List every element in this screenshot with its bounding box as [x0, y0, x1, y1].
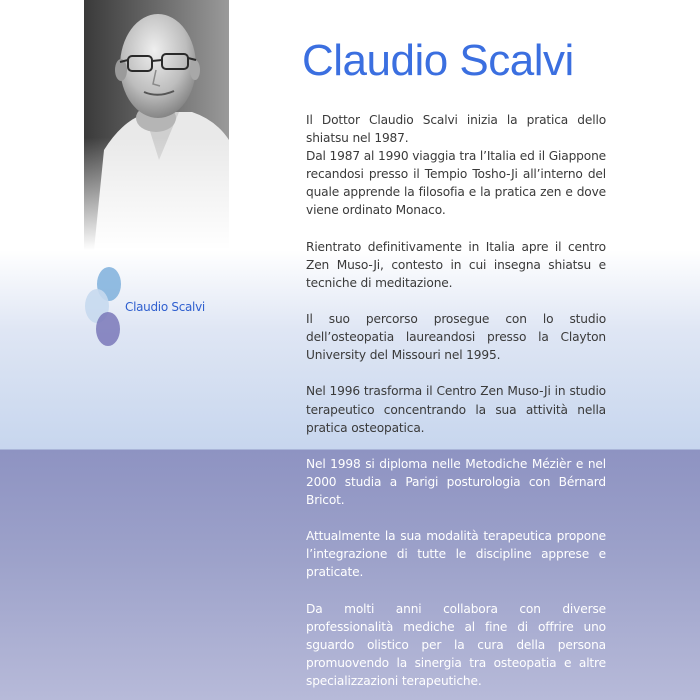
- bio-paragraph-4: Il suo percorso prosegue con lo studio dell’osteopatia laureandosi presso la Clayton University del Missouri nel 1995.: [306, 312, 606, 363]
- bio-paragraph-6: Nel 1998 si diploma nelle Metodiche Mézièr e nel 2000 studia a Parigi posturologia con Bérnard Bricot.: [306, 456, 606, 507]
- logo-caption: Claudio Scalvi: [125, 300, 205, 314]
- page-title: Claudio Scalvi: [302, 36, 574, 85]
- bio-paragraph-7: Attualmente la sua modalità terapeutica propone l’integrazione di tutte le discipline apprese e praticate.: [306, 529, 606, 580]
- bio-paragraph-2: Dal 1987 al 1990 viaggia tra l’Italia ed il Giappone recandosi presso il Tempio Tosho-Ji all’interno del quale apprende la filosofia e la pratica zen e dove viene ordinato Monaco.: [306, 149, 606, 218]
- bio-paragraph-8: Da molti anni collabora con diverse professionalità mediche al fine di offrire uno sguardo olistico per la cura della persona promuovendo la sinergia tra osteopatia e altre specializzazioni terapeutiche.: [306, 601, 606, 688]
- biography: [306, 111, 606, 690]
- bio-paragraph-1: Il Dottor Claudio Scalvi inizia la pratica dello shiatsu nel 1987.: [306, 113, 606, 146]
- bio-paragraph-3: Rientrato definitivamente in Italia apre il centro Zen Muso-Ji, contesto in cui insegna shiatsu e tecniche di meditazione.: [306, 239, 606, 290]
- bio-paragraph-5: Nel 1996 trasforma il Centro Zen Muso-Ji in studio terapeutico concentrando la sua attività nella pratica osteopatica.: [306, 384, 606, 435]
- portrait-photo: [84, 0, 229, 250]
- logo-mark-icon: [84, 266, 124, 348]
